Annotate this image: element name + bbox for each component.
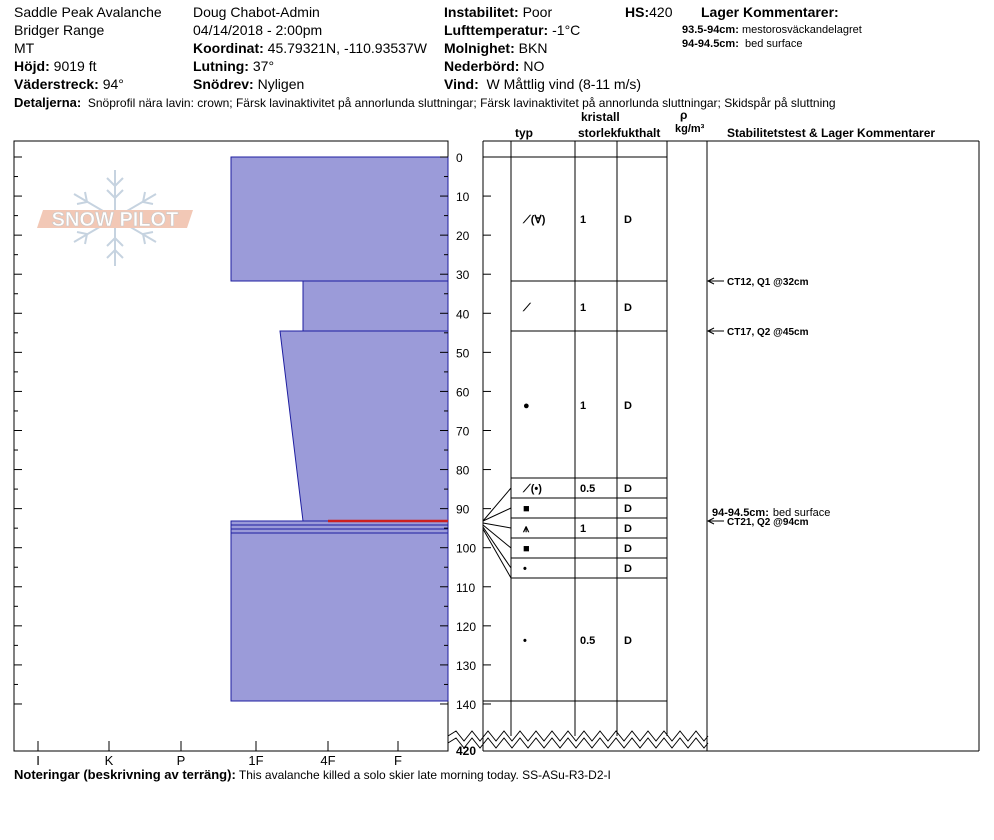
elevation-label: Höjd: xyxy=(14,58,50,74)
col-rho: ρ xyxy=(680,108,688,122)
depth-label: 60 xyxy=(456,385,470,400)
details-label: Detaljerna: xyxy=(14,95,82,110)
depth-label: 110 xyxy=(456,580,476,595)
hardness-layer xyxy=(231,157,448,281)
layer-type: ⟋(∀) xyxy=(523,214,546,226)
aspect-label: Väderstreck: xyxy=(14,76,99,92)
test-label: CT21, Q2 @94cm xyxy=(727,517,809,528)
layer-moisture: D xyxy=(624,483,632,495)
hardness-layer xyxy=(231,529,448,533)
slope-label: Lutning: xyxy=(193,58,249,74)
hardness-label: I xyxy=(36,753,40,768)
details-text: Snöprofil nära lavin: crown; Färsk lavinaktivitet på annorlunda sluttningar; Färsk lavinaktivitet på annorlunda sluttningar; Skidspår på sluttning xyxy=(87,96,836,110)
hardness-label: 1F xyxy=(248,753,264,768)
datetime: 04/14/2018 - 2:00pm xyxy=(193,22,323,38)
depth-label: 0 xyxy=(456,151,463,165)
slope-value: 37° xyxy=(252,58,275,74)
layer-size: 1 xyxy=(580,523,587,535)
hardness-layer xyxy=(231,525,448,529)
bed-note-text: bed surface xyxy=(772,507,831,519)
depth-total-label: 420 xyxy=(456,744,477,758)
col-storlek: storlek xyxy=(578,126,618,140)
depth-label: 80 xyxy=(456,463,470,478)
layer-moisture: D xyxy=(624,563,632,575)
location: Saddle Peak Avalanche xyxy=(14,4,162,20)
notes xyxy=(14,767,611,782)
hardness-axis-labels xyxy=(36,753,402,768)
elevation-value: 9019 ft xyxy=(53,58,97,74)
precip-value: NO xyxy=(523,58,545,74)
coord-label: Koordinat: xyxy=(193,40,264,56)
layer-size: 1 xyxy=(580,302,587,314)
wind-label: Vind: xyxy=(444,76,479,92)
depth-label: 130 xyxy=(456,658,477,673)
depth-labels xyxy=(456,151,476,758)
test-label: CT12, Q1 @32cm xyxy=(727,277,809,288)
hardness-label: F xyxy=(394,753,402,768)
drift-label: Snödrev: xyxy=(193,76,254,92)
bed-note-range: 94-94.5cm: xyxy=(712,507,769,519)
layer-type: ⟋(•) xyxy=(523,483,542,495)
airtemp-value: -1°C xyxy=(552,22,581,38)
col-density-unit: kg/m³ xyxy=(675,123,705,135)
hardness-layer xyxy=(231,533,448,701)
layer-type: ● xyxy=(523,400,530,412)
layer-type: • xyxy=(523,635,527,647)
layer-type: ■ xyxy=(523,543,530,555)
depth-label: 70 xyxy=(456,424,470,439)
hardness-layer xyxy=(280,331,448,521)
stability-label: Instabilitet: xyxy=(444,4,519,20)
stability-value: Poor xyxy=(522,4,553,20)
aspect-value: 94° xyxy=(102,76,124,92)
stability-tests xyxy=(708,277,809,528)
col-kristall: kristall xyxy=(581,110,620,124)
layer-size: 0.5 xyxy=(580,635,596,647)
layer-comment-2-range: 94-94.5cm: xyxy=(682,38,739,50)
layer-type: ⩚ xyxy=(523,523,530,535)
layer-comments-label: Lager Kommentarer: xyxy=(701,4,839,20)
sky-value: BKN xyxy=(518,40,548,56)
col-typ: typ xyxy=(515,126,533,140)
layer-moisture: D xyxy=(624,523,632,535)
col-stability: Stabilitetstest & Lager Kommentarer xyxy=(727,126,936,140)
layer-type: ⟋ xyxy=(523,302,531,314)
layer-size: 1 xyxy=(580,400,587,412)
hardness-label: 4F xyxy=(320,753,336,768)
layer-type: ■ xyxy=(523,503,530,515)
logo-text: SNOW PILOT xyxy=(51,209,179,231)
coord-value: 45.79321N, -110.93537W xyxy=(267,40,427,56)
sky-label: Molnighet: xyxy=(444,40,515,56)
notes-text: This avalanche killed a solo skier late morning today. SS-ASu-R3-D2-I xyxy=(238,768,611,782)
depth-label: 50 xyxy=(456,346,470,361)
hardness-label: P xyxy=(176,753,186,768)
layer-comment-2-text: bed surface xyxy=(745,38,803,50)
layer-type: • xyxy=(523,563,527,575)
layer-moisture: D xyxy=(624,635,632,647)
layer-moisture: D xyxy=(624,214,632,226)
hardness-layer xyxy=(303,281,448,331)
notes-label: Noteringar (beskrivning av terräng): xyxy=(14,767,236,782)
hs-value: 420 xyxy=(649,4,673,20)
col-fukthalt: fukthalt xyxy=(617,126,661,140)
depth-label: 140 xyxy=(456,697,477,712)
layer-moisture: D xyxy=(624,400,632,412)
depth-label: 10 xyxy=(456,190,470,205)
hardness-label: K xyxy=(104,753,114,768)
layer-comment-1-range: 93.5-94cm: xyxy=(682,24,739,36)
drift-value: Nyligen xyxy=(257,76,305,92)
layer-comment-1-text: mestorosväckandelagret xyxy=(741,24,862,36)
depth-label: 20 xyxy=(456,229,470,244)
crystal-table xyxy=(448,141,979,751)
layer-rows xyxy=(522,214,632,647)
depth-label: 90 xyxy=(456,502,470,517)
wind-value: W Måttlig vind (8-11 m/s) xyxy=(486,76,642,92)
depth-label: 100 xyxy=(456,541,477,556)
layer-moisture: D xyxy=(624,302,632,314)
observer: Doug Chabot-Admin xyxy=(193,4,320,20)
airtemp-label: Lufttemperatur: xyxy=(444,22,549,38)
layer-moisture: D xyxy=(624,503,632,515)
layer-moisture: D xyxy=(624,543,632,555)
layer-size: 0.5 xyxy=(580,483,596,495)
hs-label: HS: xyxy=(625,4,650,20)
depth-label: 120 xyxy=(456,619,477,634)
range: Bridger Range xyxy=(14,22,105,38)
depth-label: 30 xyxy=(456,268,470,283)
test-label: CT17, Q2 @45cm xyxy=(727,327,809,338)
depth-label: 40 xyxy=(456,307,470,322)
state: MT xyxy=(14,40,35,56)
precip-label: Nederbörd: xyxy=(444,58,520,74)
layer-size: 1 xyxy=(580,214,587,226)
